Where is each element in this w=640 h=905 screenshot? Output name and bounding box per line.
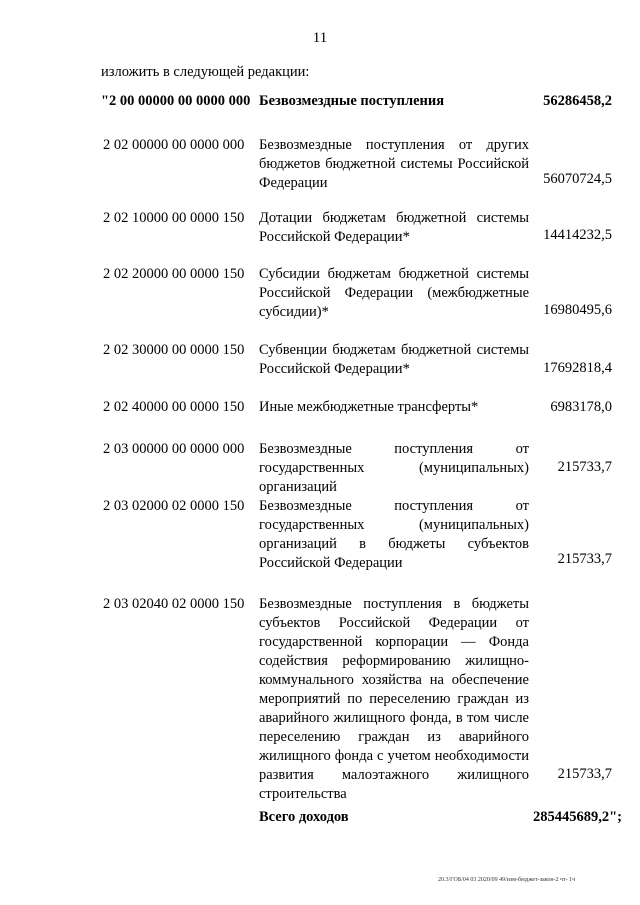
row-amount: 215733,7: [557, 551, 612, 567]
row-code: 2 02 40000 00 0000 150: [103, 399, 245, 415]
row-amount: 17692818,4: [543, 360, 612, 376]
row-amount: 215733,7: [557, 459, 612, 475]
row-description: Субсидии бюджетам бюджетной системы Российской Федерации (межбюджетные субсидии)*: [259, 266, 529, 320]
row-code: 2 03 02000 02 0000 150: [103, 498, 245, 514]
row-code: 2 02 30000 00 0000 150: [103, 342, 245, 358]
row-amount: 215733,7: [557, 766, 612, 782]
row-description: Дотации бюджетам бюджетной системы Российской Федерации*: [259, 210, 529, 245]
row-description: Безвозмездные поступления от других бюджетов бюджетной системы Российской Федерации: [259, 137, 529, 191]
intro-text: изложить в следующей редакции:: [101, 64, 310, 80]
row-amount: 56070724,5: [543, 171, 612, 187]
row-description: Безвозмездные поступления от государственных (муниципальных) организаций в бюджеты субъектов Российской Федерации: [259, 498, 529, 571]
row-amount: 16980495,6: [543, 302, 612, 318]
row-description: Безвозмездные поступления: [259, 93, 445, 109]
page-number: 11: [312, 30, 328, 46]
row-description: Иные межбюджетные трансферты*: [259, 399, 479, 415]
row-code: 2 02 00000 00 0000 000: [103, 137, 245, 153]
row-code: 2 03 00000 00 0000 000: [103, 441, 245, 457]
row-amount: 6983178,0: [550, 399, 612, 415]
row-code: "2 00 00000 00 0000 000: [101, 93, 251, 109]
footer-reference: 20.3/ГОБ/04 03 2020/09 49/изм-бюджет-закон-2 чт- 1ч: [438, 877, 576, 883]
row-description: Безвозмездные поступления в бюджеты субъектов Российской Федерации от государственной корпорации — Фонда содействия реформированию жилищно-коммунального хозяйства на обеспечение мероприятий по переселению граждан из аварийного жилищного фонда, в том числе переселению граждан из аварийного жилищного фонда с учетом необходимости развития малоэтажного жилищного строительства: [259, 596, 529, 802]
row-code: 2 02 20000 00 0000 150: [103, 266, 245, 282]
total-amount: 285445689,2";: [532, 809, 622, 825]
row-code: 2 02 10000 00 0000 150: [103, 210, 245, 226]
row-amount: 14414232,5: [543, 227, 612, 243]
row-description: Субвенции бюджетам бюджетной системы Российской Федерации*: [259, 342, 529, 377]
row-amount: 56286458,2: [543, 93, 612, 109]
total-label: Всего доходов: [259, 809, 349, 825]
row-description: Безвозмездные поступления от государственных (муниципальных) организаций: [259, 441, 529, 495]
row-code: 2 03 02040 02 0000 150: [103, 596, 245, 612]
